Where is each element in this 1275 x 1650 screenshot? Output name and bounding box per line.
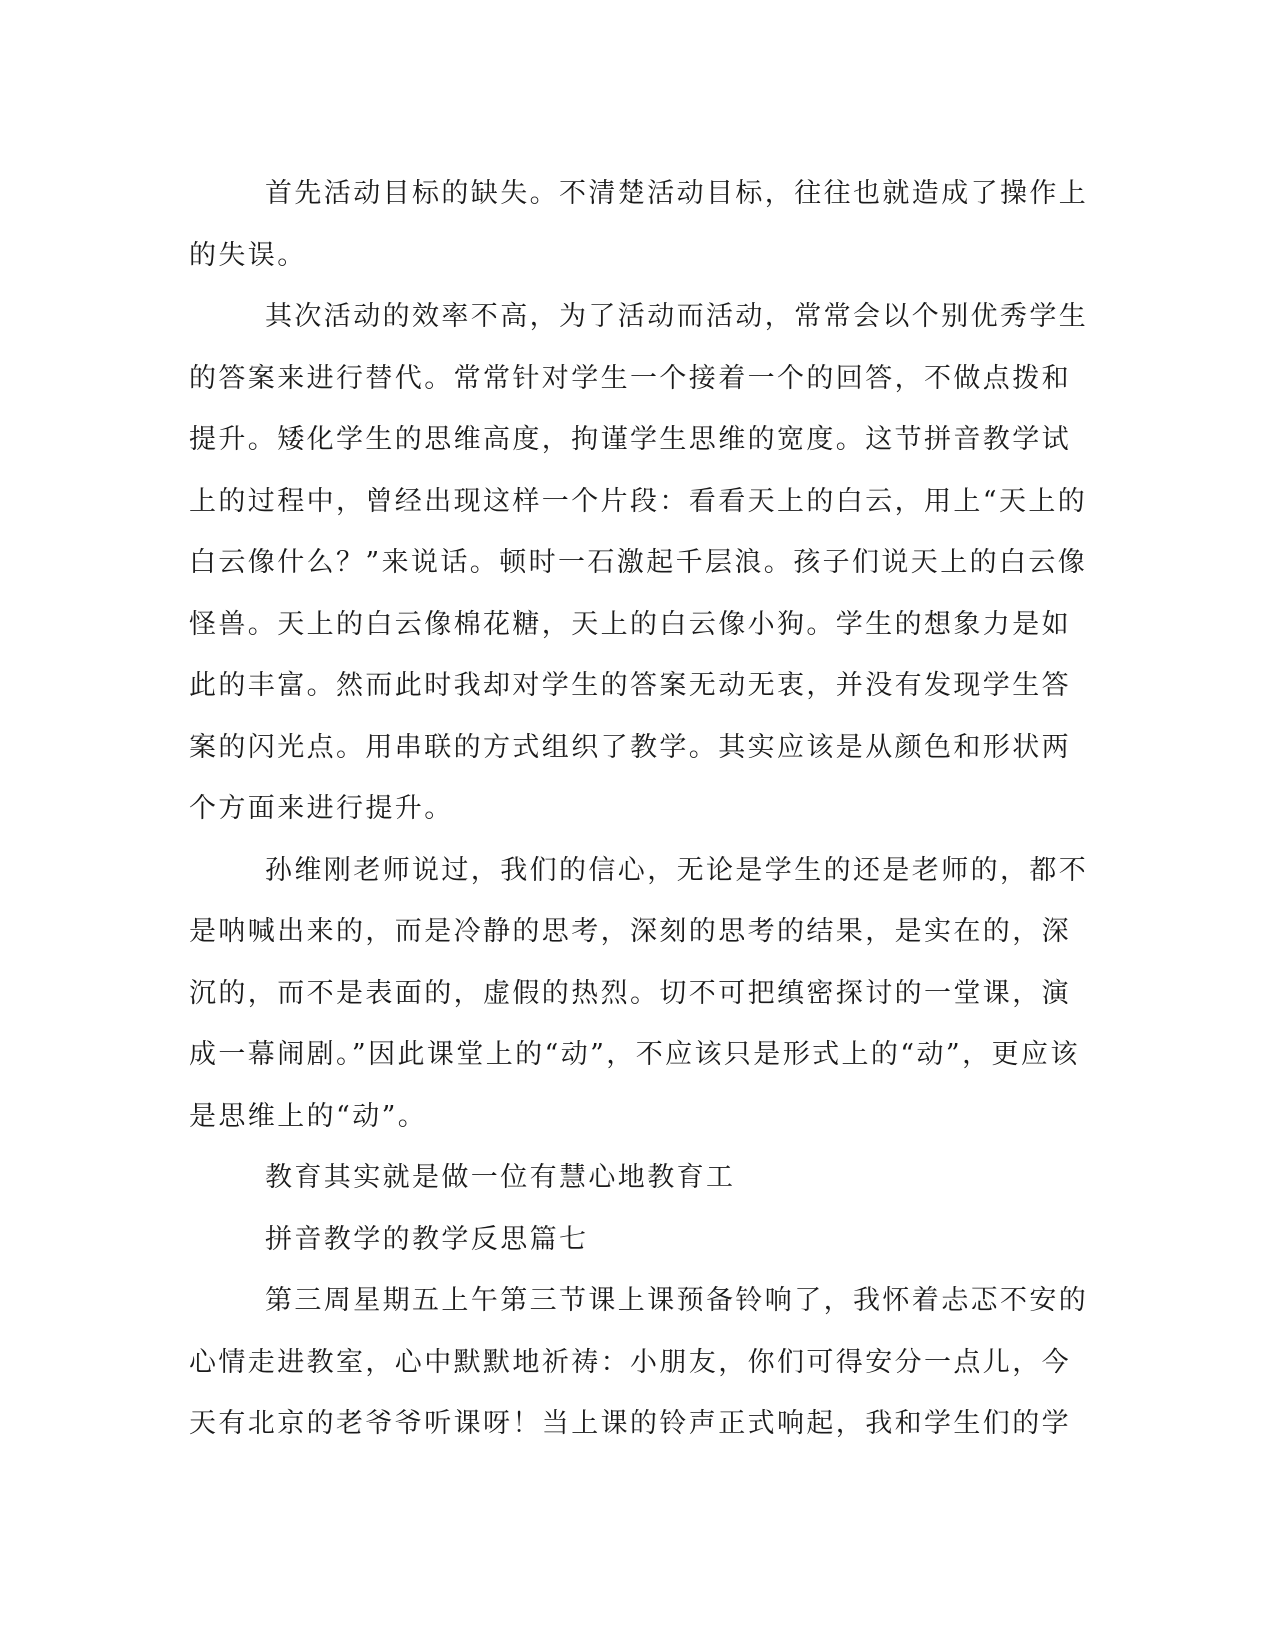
text-line: 天有北京的老爷爷听课呀！当上课的铃声正式响起，我和学生们的学 — [189, 1408, 1071, 1439]
text-line: 此的丰富。然而此时我却对学生的答案无动无衷，并没有发现学生答 — [189, 670, 1071, 701]
paragraph-activity-goal — [189, 163, 1089, 286]
text-line: 上的过程中，曾经出现这样一个片段：看看天上的白云，用上“天上的 — [189, 485, 1088, 517]
text-line: 孙维刚老师说过，我们的信心，无论是学生的还是老师的，都不 — [265, 854, 1089, 886]
paragraph-activity-efficiency — [189, 286, 1089, 840]
paragraph-education-wisdom — [189, 1147, 1069, 1209]
section-heading-reflection-seven — [189, 1209, 1069, 1271]
text-line: 案的闪光点。用串联的方式组织了教学。其实应该是从颜色和形状两 — [189, 731, 1071, 763]
text-line: 沉的，而不是表面的，虚假的热烈。切不可把缜密探讨的一堂课，演 — [189, 977, 1071, 1009]
text-line: 教育其实就是做一位有慧心地教育工 — [265, 1162, 736, 1193]
paragraph-sun-weigang-quote — [189, 840, 1089, 1148]
text-line: 个方面来进行提升。 — [189, 793, 454, 824]
text-line: 白云像什么？”来说话。顿时一石激起千层浪。孩子们说天上的白云像 — [189, 547, 1088, 578]
text-line: 其次活动的效率不高，为了活动而活动，常常会以个别优秀学生 — [265, 301, 1089, 332]
text-line: 成一幕闹剧。”因此课堂上的“动”，不应该只是形式上的“动”，更应该 — [189, 1039, 1080, 1070]
text-line: 的失误。 — [189, 239, 307, 271]
text-line: 怪兽。天上的白云像棉花糖，天上的白云像小狗。学生的想象力是如 — [189, 608, 1071, 640]
body-text — [189, 163, 1089, 1455]
text-line: 提升。矮化学生的思维高度，拘谨学生思维的宽度。这节拼音教学试 — [189, 424, 1071, 455]
text-line: 首先活动目标的缺失。不清楚活动目标，往往也就造成了操作上 — [265, 178, 1089, 209]
text-line: 心情走进教室，心中默默地祈祷：小朋友，你们可得安分一点儿，今 — [189, 1346, 1071, 1378]
section-heading: 拼音教学的教学反思篇七 — [265, 1223, 589, 1255]
text-line: 是呐喊出来的，而是冷静的思考，深刻的思考的结果，是实在的，深 — [189, 916, 1071, 947]
paragraph-third-week-class — [189, 1270, 1089, 1455]
text-line: 是思维上的“动”。 — [189, 1100, 428, 1132]
text-line: 第三周星期五上午第三节课上课预备铃响了，我怀着忐忑不安的 — [265, 1285, 1089, 1316]
text-line: 的答案来进行替代。常常针对学生一个接着一个的回答，不做点拨和 — [189, 362, 1071, 394]
